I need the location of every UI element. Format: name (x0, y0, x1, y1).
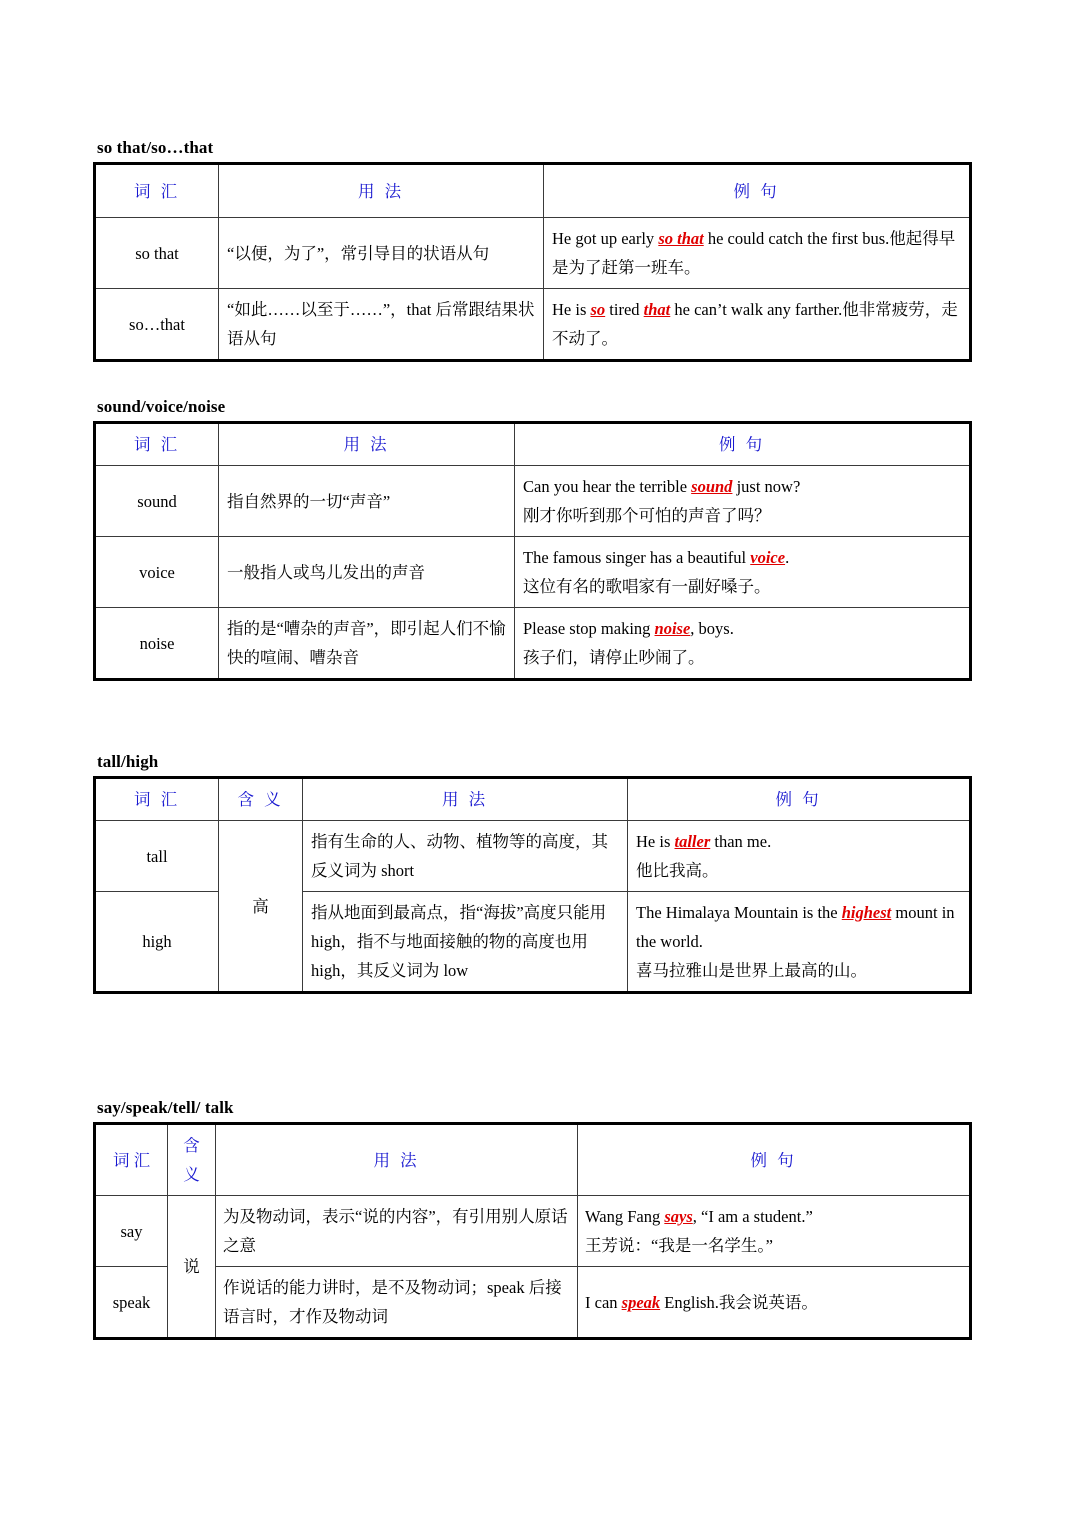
example-cell (544, 218, 971, 289)
example-text-post: he can’t walk any farther.他非常疲劳，走不动了。 (552, 300, 958, 348)
example-highlight: speak (621, 1292, 661, 1312)
example-highlight: highest (841, 903, 892, 922)
term-cell: speak (95, 1267, 168, 1339)
example-text-pre: Can you hear the terrible (523, 477, 692, 496)
term-cell: say (95, 1196, 168, 1267)
example-highlight: so that (658, 229, 704, 248)
column-header-meaning: 含 义 (168, 1124, 216, 1196)
usage-cell: 作说话的能力讲时，是不及物动词；speak 后接语言时，才作及物动词 (216, 1267, 578, 1339)
usage-cell: 指自然界的一切“声音” (219, 466, 515, 537)
table-header-row (95, 778, 971, 821)
example-highlight: taller (674, 832, 711, 851)
column-header-example: 例 句 (628, 778, 971, 821)
example-text-pre: Please stop making (523, 619, 655, 638)
example-text-post: , boys. (690, 619, 734, 638)
usage-cell: 指从地面到最高点，指“海拔”高度只能用 high，指不与地面接触的物的高度也用 high，其反义词为 low (303, 892, 628, 993)
column-header-usage: 用 法 (216, 1124, 578, 1196)
example-highlight: so (590, 300, 606, 319)
meaning-cell: 说 (168, 1196, 216, 1339)
example-cell (515, 466, 971, 537)
column-header-term: 词 汇 (95, 164, 219, 218)
usage-cell: 一般指人或鸟儿发出的声音 (219, 537, 515, 608)
comparison-table-sound-voice-noise (93, 421, 972, 681)
example-translation: 他比我高。 (636, 861, 719, 880)
example-text-mid: tired (605, 300, 644, 319)
example-cell (578, 1196, 971, 1267)
comparison-table-say-speak-tell-talk (93, 1122, 972, 1340)
table-row (95, 218, 971, 289)
comparison-table-tall-high (93, 776, 972, 994)
example-highlight-2: that (643, 300, 671, 319)
example-text-pre: The Himalaya Mountain is the (636, 903, 842, 922)
column-header-term: 词 汇 (95, 1124, 168, 1196)
example-text-pre: The famous singer has a beautiful (523, 548, 751, 567)
example-cell (578, 1267, 971, 1339)
term-cell: noise (95, 608, 219, 680)
section-heading-tall-high: tall/high (97, 752, 159, 771)
example-text-post: just now? (732, 477, 801, 496)
usage-cell: “以便，为了”，常引导目的状语从句 (219, 218, 544, 289)
table-row (95, 1267, 971, 1339)
comparison-table-so-that (93, 162, 972, 362)
column-header-example: 例 句 (578, 1124, 971, 1196)
example-text-pre: I can (585, 1292, 622, 1312)
example-text-post: he could catch the first bus.他起得早是为了赶第一班车。 (552, 229, 956, 277)
section-heading-so-that: so that/so…that (97, 138, 214, 157)
usage-cell: “如此……以至于……”，that 后常跟结果状语从句 (219, 289, 544, 361)
table-row (95, 537, 971, 608)
column-header-term: 词 汇 (95, 778, 219, 821)
example-text-post: mount in the world. (636, 903, 955, 951)
term-cell: tall (95, 821, 219, 892)
example-text-pre: He got up early (552, 229, 659, 248)
example-text-post: . (785, 548, 790, 567)
term-cell: so…that (95, 289, 219, 361)
example-cell (628, 821, 971, 892)
example-highlight: sound (691, 477, 733, 496)
table-header-row (95, 1124, 971, 1196)
example-cell (515, 608, 971, 680)
example-highlight: noise (654, 619, 691, 638)
usage-cell: 指的是“嘈杂的声音”，即引起人们不愉快的喧闹、嘈杂音 (219, 608, 515, 680)
example-translation: 这位有名的歌唱家有一副好嗓子。 (523, 577, 771, 596)
example-highlight: voice (750, 548, 786, 567)
column-header-example: 例 句 (515, 423, 971, 466)
example-cell (544, 289, 971, 361)
column-header-usage: 用 法 (219, 164, 544, 218)
example-text-post: , “I am a student.” (692, 1207, 813, 1226)
table-row (95, 608, 971, 680)
meaning-cell: 高 (219, 821, 303, 993)
term-cell: high (95, 892, 219, 993)
example-translation: 刚才你听到那个可怕的声音了吗？ (523, 506, 771, 525)
example-translation: 孩子们，请停止吵闹了。 (523, 648, 705, 667)
example-highlight: says (664, 1207, 693, 1226)
term-cell: voice (95, 537, 219, 608)
example-cell (628, 892, 971, 993)
column-header-usage: 用 法 (219, 423, 515, 466)
example-text-post: English.我会说英语。 (660, 1292, 818, 1312)
example-text-post: than me. (710, 832, 772, 851)
table-row (95, 466, 971, 537)
table-row (95, 1196, 971, 1267)
usage-cell: 指有生命的人、动物、植物等的高度，其反义词为 short (303, 821, 628, 892)
section-heading-sound-voice-noise: sound/voice/noise (97, 397, 226, 416)
column-header-meaning: 含 义 (219, 778, 303, 821)
column-header-example: 例 句 (544, 164, 971, 218)
example-text-pre: Wang Fang (585, 1207, 665, 1226)
table-row (95, 289, 971, 361)
term-cell: so that (95, 218, 219, 289)
example-translation: 王芳说：“我是一名学生。” (585, 1236, 773, 1255)
column-header-usage: 用 法 (303, 778, 628, 821)
example-text-pre: He is (636, 832, 675, 851)
example-translation: 喜马拉雅山是世界上最高的山。 (636, 961, 867, 980)
example-text-pre: He is (552, 300, 591, 319)
term-cell: sound (95, 466, 219, 537)
table-header-row (95, 423, 971, 466)
section-say-speak-tell-talk (93, 1098, 969, 1340)
column-header-term: 词 汇 (95, 423, 219, 466)
usage-cell: 为及物动词，表示“说的内容”，有引用别人原话之意 (216, 1196, 578, 1267)
section-sound-voice-noise (93, 397, 969, 681)
section-so-that (93, 138, 969, 362)
section-tall-high (93, 752, 969, 994)
example-cell (515, 537, 971, 608)
table-header-row (95, 164, 971, 218)
section-heading-say-speak-tell-talk: say/speak/tell/ talk (97, 1098, 234, 1117)
table-row (95, 821, 971, 892)
